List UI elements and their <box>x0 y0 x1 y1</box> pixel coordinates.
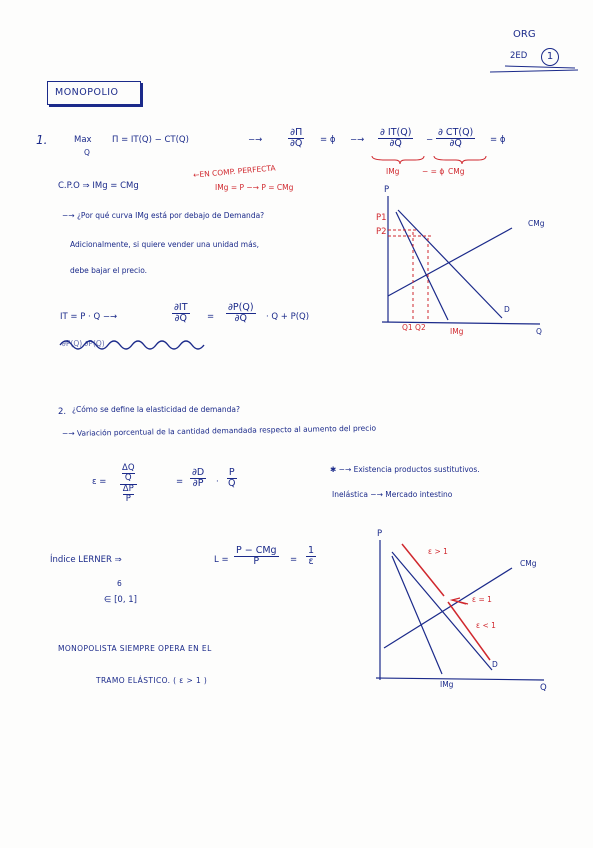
dp-den: ∂Q <box>234 313 247 325</box>
d-pi-num: ∂Π <box>290 127 303 138</box>
lerner-index-label: Índice LERNER ⇒ <box>50 555 122 565</box>
answer-line-1: Adicionalmente, si quiere vender una unidad más, <box>70 240 259 249</box>
profit-objective: Π = IT(Q) − CT(Q) <box>112 135 189 145</box>
dit-num: ∂IT <box>174 302 188 313</box>
cmg-label: CMg <box>448 167 465 176</box>
img-question: −→ ¿Por qué curva IMg está por debajo de Demanda? <box>62 211 265 220</box>
lerner-range: ∈ [0, 1] <box>104 595 137 605</box>
lerner-symbol: L = <box>214 555 229 565</box>
section-2-number: 2. <box>58 407 67 417</box>
dit-den: ∂Q <box>174 313 187 325</box>
img-label: IMg <box>386 167 400 176</box>
lerner-num: P − CMg <box>236 545 277 556</box>
elasticity-dot: · <box>216 477 219 487</box>
lerner-r-num: 1 <box>308 545 315 556</box>
graph1-q-marks: Q1 Q2 <box>402 323 426 332</box>
elasticity-definition: −→ Variación porcentual de la cantidad demandada respecto al aumento del precio <box>61 423 377 438</box>
dq-den: Q <box>124 473 132 484</box>
d-it-den: ∂Q <box>389 138 402 150</box>
graph1-q-label: Q <box>536 327 542 336</box>
total-revenue-eq: IT = P · Q −→ <box>60 312 118 322</box>
page-number-badge: 1 <box>541 48 559 66</box>
lerner-den: P <box>253 556 260 568</box>
lerner-r-den: ε <box>308 556 314 568</box>
dq-num: ΔQ <box>122 463 135 473</box>
graph2-elastic-label: ε > 1 <box>428 547 448 556</box>
graph2-demand-label: D <box>492 660 498 669</box>
arrow-2: −→ <box>350 135 365 145</box>
dd-den: ∂P <box>192 478 204 490</box>
revenue-tail: · Q + P(Q) <box>266 312 310 322</box>
equals-zero-2: = ϕ <box>490 135 506 145</box>
epsilon-eq: ε = <box>92 477 107 487</box>
dpp-num: ΔP <box>122 483 134 494</box>
d-pi-den: ∂Q <box>290 138 303 150</box>
graph2-q-axis <box>376 678 544 680</box>
header-sheet: 2ED <box>510 51 528 61</box>
graph2-cmg-label: CMg <box>520 559 537 568</box>
max-label: Max <box>74 135 92 145</box>
graph2-inelastic-label: ε < 1 <box>476 621 496 630</box>
inelastic-note: Inelástica −→ Mercado intestino <box>332 490 453 499</box>
equals-zero-1: = ϕ <box>320 135 336 145</box>
page-title: MONOPOLIO <box>55 87 119 98</box>
p-num: P <box>228 467 235 478</box>
lerner-range-symbol: 6 <box>117 579 122 588</box>
graph2-img-label: IMg <box>440 680 454 689</box>
dpp-den: P <box>125 494 131 505</box>
d-ct-den: ∂Q <box>449 138 462 150</box>
graph2-q-label: Q <box>540 683 547 693</box>
graph1-img-label: IMg <box>450 327 464 336</box>
graph2-cmg-line <box>384 568 512 648</box>
graph1-demand-label: D <box>504 305 510 314</box>
q-den: Q <box>228 478 236 490</box>
arrow-1: −→ <box>248 135 263 145</box>
graph2-p-label: P <box>377 529 383 539</box>
graph1-p-label: P <box>384 185 390 195</box>
perfect-competition-note: ←EN COMP. PERFECTA <box>192 163 276 180</box>
lerner-equals: = <box>290 555 298 565</box>
graph2-unit-elastic-label: ε = 1 <box>472 595 492 604</box>
graph1-p2-label: P2 <box>376 227 387 237</box>
elasticity-equals: = <box>176 477 184 487</box>
max-variable: Q <box>84 148 90 157</box>
graph2-inelastic-segment <box>448 602 490 660</box>
perfect-competition-eq: IMg = P −→ P = CMg <box>215 183 294 192</box>
dp-num: ∂P(Q) <box>228 302 254 313</box>
d-it-num: ∂ IT(Q) <box>380 127 412 138</box>
graph2-img-line <box>392 556 442 674</box>
first-order-condition: C.P.O ⇒ IMg = CMg <box>58 181 139 191</box>
substitutes-note: ✱ −→ Existencia productos sustitutivos. <box>330 465 480 474</box>
monopolist-line-2: TRAMO ELÁSTICO. ( ε > 1 ) <box>96 676 208 685</box>
dd-num: ∂D <box>192 467 205 478</box>
section-1-number: 1. <box>36 133 48 147</box>
minus-sign: − <box>426 135 434 145</box>
graph1-cmg-label: CMg <box>528 219 545 228</box>
crossed-out-scribble: ∂P(Q) ∂P(Q) <box>62 339 105 348</box>
graph2-demand-line <box>392 552 492 670</box>
elasticity-question: ¿Cómo se define la elasticidad de demanda? <box>72 405 240 414</box>
img-cmg-equals-zero: − = ϕ <box>422 167 445 176</box>
answer-line-2: debe bajar el precio. <box>70 266 148 275</box>
d-ct-num: ∂ CT(Q) <box>438 127 474 138</box>
graph1-p1-label: P1 <box>376 213 387 223</box>
equals-sign: = <box>207 312 215 322</box>
monopolist-line-1: MONOPOLISTA SIEMPRE OPERA EN EL <box>58 644 212 653</box>
header-subject: ORG <box>513 29 536 40</box>
